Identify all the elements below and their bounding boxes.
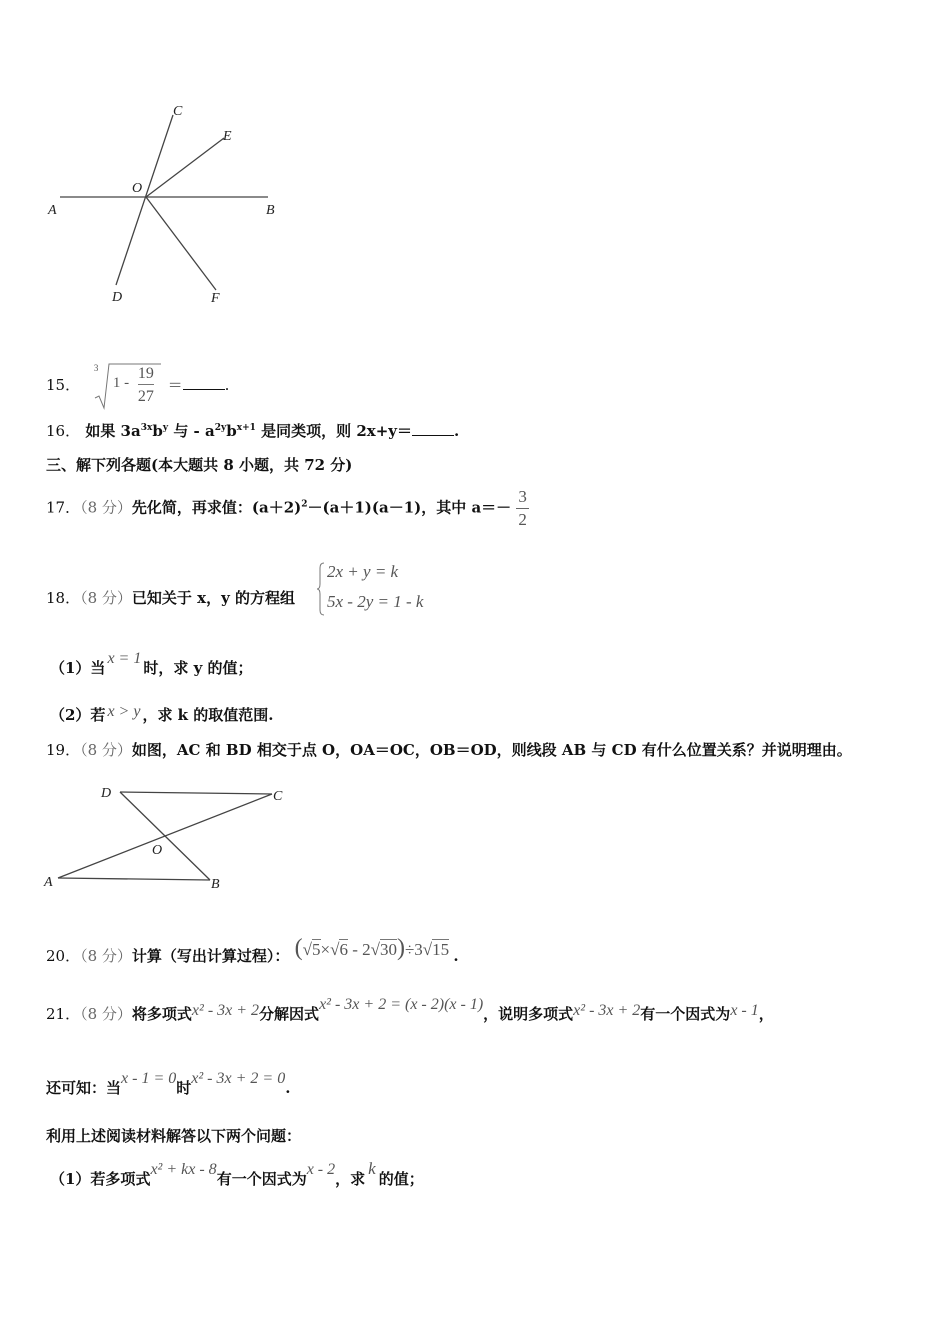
question-19	[46, 740, 852, 760]
figure-crossing-segments	[40, 780, 300, 895]
root-index: 3	[93, 363, 99, 373]
q16-text-2: b	[152, 422, 163, 440]
q16-end: .	[454, 422, 460, 440]
q21-poly: x² - 3x + 2	[191, 1002, 260, 1019]
q16-sup-3: 2y	[214, 423, 227, 433]
label-b: B	[211, 877, 220, 892]
q16-number: 16．	[46, 422, 81, 440]
q15-number: 15．	[46, 376, 81, 394]
q21-line2-b: 时	[176, 1079, 192, 1097]
q15-equals: ＝	[167, 376, 183, 394]
system-eq-1: 2x + y = k	[327, 562, 399, 581]
question-16	[46, 421, 459, 441]
q21-line2-cond: x - 1 = 0	[121, 1070, 177, 1087]
q20-text: 计算（写出计算过程）：	[131, 947, 290, 965]
q16-sup-1: 3x	[140, 423, 153, 433]
q20-expression: (√5×√6 - 2√30)÷3√15	[294, 935, 450, 961]
q21-line-2	[46, 1070, 291, 1099]
root-numerator: 19	[138, 364, 154, 385]
q16-sup-4: x+1	[236, 423, 256, 433]
label-o: O	[132, 181, 143, 196]
figure-angles	[40, 95, 300, 310]
q20-points: （8 分）	[80, 947, 132, 965]
cube-root	[93, 360, 163, 412]
q17-points: （8 分）	[80, 498, 132, 517]
q19-number: 19．	[46, 741, 81, 759]
label-a: A	[44, 875, 53, 890]
q21-part-1	[50, 1159, 424, 1190]
q21-text-2: 分解因式	[259, 1005, 320, 1023]
label-f: F	[211, 291, 220, 306]
q20-minus: - 2	[352, 940, 371, 959]
q18-part-1	[50, 650, 253, 679]
q21-points: （8 分）	[80, 1005, 132, 1023]
q16-text-3: 与 - a	[168, 422, 215, 440]
question-20	[46, 935, 459, 966]
q16-sup-2: y	[162, 423, 169, 433]
q17-text: 先化简，再求值：(a＋2)	[131, 498, 302, 517]
question-18	[46, 588, 295, 608]
q21-factor: x - 1	[730, 1002, 759, 1019]
segment-dc	[120, 792, 272, 794]
q18-text: 已知关于 x，y 的方程组	[131, 589, 296, 607]
q21-p1-text-2: ，求	[335, 1170, 366, 1188]
question-21	[46, 996, 774, 1025]
q18-points: （8 分）	[80, 589, 132, 607]
question-17	[46, 486, 529, 531]
label-d: D	[112, 290, 123, 305]
label-c: C	[173, 104, 183, 119]
q21-text-5: ，	[758, 1005, 774, 1023]
label-e: E	[223, 129, 232, 144]
root-denominator: 27	[137, 388, 154, 405]
q16-text-5: 是同类项，则 2x+y＝	[255, 422, 412, 440]
q21-p1-text-3: 的值；	[378, 1170, 424, 1188]
root-prefix: 1 -	[112, 375, 130, 391]
q19-points: （8 分）	[80, 741, 132, 759]
ray-of	[146, 197, 216, 290]
label-o: O	[152, 843, 163, 858]
answer-blank	[183, 375, 225, 390]
q20-sqrt-15: 15	[432, 940, 450, 959]
label-b: B	[266, 203, 275, 218]
label-a: A	[48, 203, 57, 218]
q21-text-3: ，说明多项式	[483, 1005, 574, 1023]
fraction-three-halves	[516, 486, 529, 531]
q21-p1-k: k	[368, 1159, 376, 1178]
q20-sqrt-6: 6	[339, 940, 348, 959]
answer-blank	[412, 421, 454, 436]
q17-text-2: －(a＋1)(a－1)，其中 a＝－	[307, 498, 512, 517]
q21-number: 21．	[46, 1005, 81, 1023]
q18-p1-text: 时，求 y 的值；	[143, 659, 253, 677]
q17-sup: 2	[301, 499, 308, 510]
q18-p2-cond: x > y	[107, 703, 141, 720]
brace-icon	[316, 562, 326, 616]
q21-line2-a: 还可知：当	[46, 1079, 122, 1097]
q21-text-4: 有一个因式为	[640, 1005, 731, 1023]
system-eq-2: 5x - 2y = 1 - k	[327, 592, 424, 611]
question-15	[46, 360, 229, 412]
q21-factorization: x² - 3x + 2 = (x - 2)(x - 1)	[319, 996, 484, 1013]
label-d: D	[101, 786, 112, 801]
line-cd	[116, 115, 173, 285]
q21-text-1: 将多项式	[131, 1005, 192, 1023]
section-title: 三、解下列各题(本大题共 8 小题，共 72 分)	[46, 456, 353, 474]
frac-denominator: 2	[518, 510, 527, 529]
q20-sqrt-5: 5	[312, 940, 321, 959]
q16-text-4: b	[226, 422, 237, 440]
q18-p1-cond: x = 1	[107, 650, 142, 667]
q20-divide: ÷3	[404, 940, 423, 959]
q21-line2-end: .	[285, 1079, 291, 1097]
label-c: C	[273, 789, 283, 804]
q19-text: 如图，AC 和 BD 相交于点 O，OA＝OC，OB＝OD，则线段 AB 与 CD 有什么位置关系？并说明理由。	[131, 741, 852, 759]
ray-oe	[146, 138, 224, 197]
q21-p1-text: 有一个因式为	[216, 1170, 307, 1188]
q18-p2-label: （2）若	[50, 706, 106, 724]
q16-text-1: 如果 3a	[85, 422, 141, 440]
q17-number: 17．	[46, 498, 81, 517]
q18-p2-text: ，求 k 的取值范围.	[142, 706, 274, 724]
q20-end: .	[453, 947, 459, 965]
q21-p1-label: （1）若多项式	[50, 1170, 151, 1188]
segment-ab	[58, 878, 210, 880]
q21-p1-poly: x² + kx - 8	[150, 1161, 217, 1178]
q18-part-2	[50, 705, 274, 726]
q20-number: 20．	[46, 947, 81, 965]
q21-p1-factor: x - 2	[306, 1161, 336, 1178]
frac-numerator: 3	[516, 486, 529, 509]
q21-line2-eq: x² - 3x + 2 = 0	[191, 1070, 286, 1087]
q21-line-3: 利用上述阅读材料解答以下两个问题：	[46, 1127, 302, 1145]
q18-number: 18．	[46, 589, 81, 607]
q18-p1-label: （1）当	[50, 659, 106, 677]
q21-poly-2: x² - 3x + 2	[573, 1002, 641, 1019]
q20-times: ×	[320, 940, 331, 959]
segment-db	[120, 792, 210, 880]
q15-end: .	[224, 376, 230, 394]
q20-sqrt-30: 30	[379, 940, 397, 959]
